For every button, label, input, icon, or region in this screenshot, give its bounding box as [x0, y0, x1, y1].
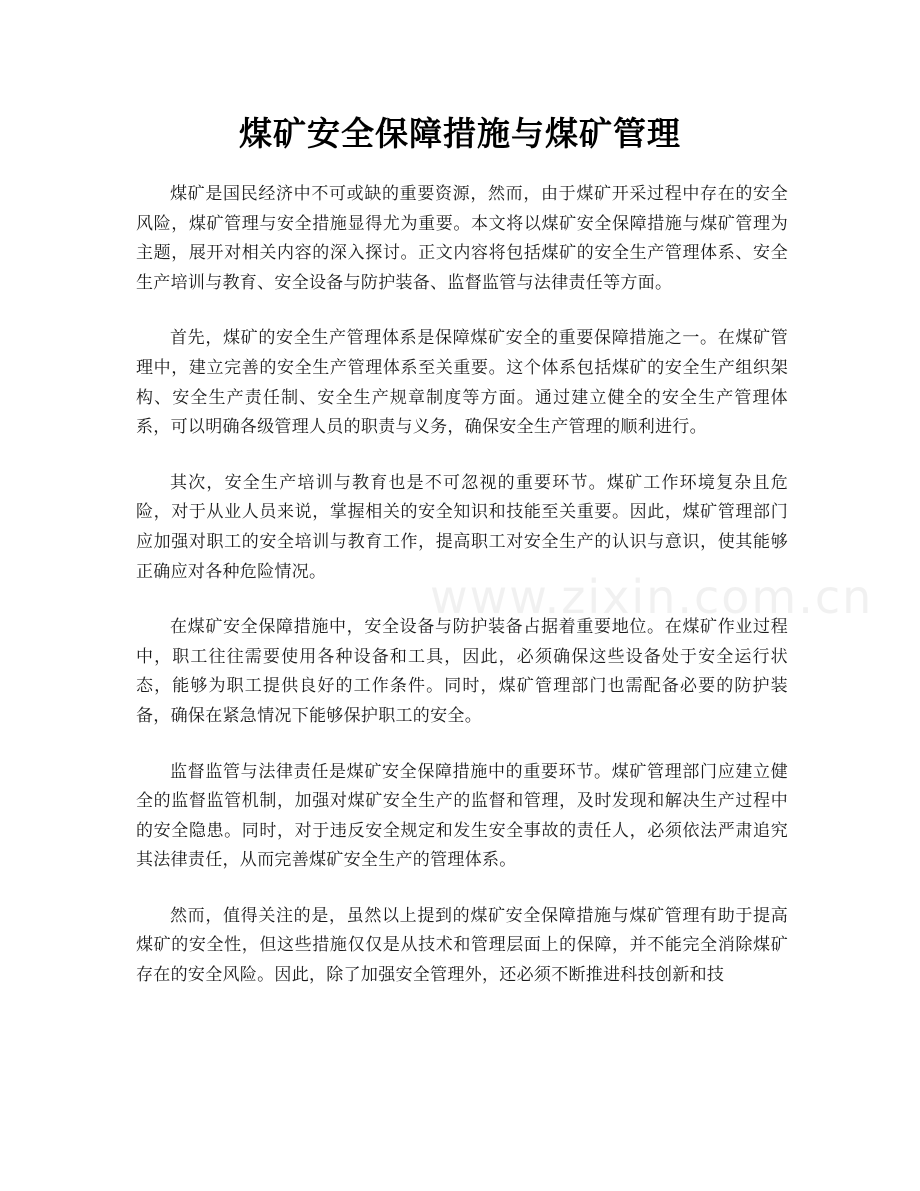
paragraph-3: 其次，安全生产培训与教育也是不可忽视的重要环节。煤矿工作环境复杂且危险，对于从业人员来说，掌握相关的安全知识和技能至关重要。因此，煤矿管理部门应加强对职工的安全培训与教育工作，提高职工对安全生产的认识与意识，使其能够正确应对各种危险情况。	[136, 472, 788, 582]
document-body	[136, 180, 788, 1017]
document-title: 煤矿安全保障措施与煤矿管理	[239, 114, 681, 153]
paragraph-1: 煤矿是国民经济中不可或缺的重要资源，然而，由于煤矿开采过程中存在的安全风险，煤矿管理与安全措施显得尤为重要。本文将以煤矿安全保障措施与煤矿管理为主题，展开对相关内容的深入探讨。正文内容将包括煤矿的安全生产管理体系、安全生产培训与教育、安全设备与防护装备、监督监管与法律责任等方面。	[136, 184, 788, 293]
paragraph-6: 然而，值得关注的是，虽然以上提到的煤矿安全保障措施与煤矿管理有助于提高煤矿的安全性，但这些措施仅仅是从技术和管理层面上的保障，并不能完全消除煤矿存在的安全风险。因此，除了加强安全管理外，还必须不断推进科技创新和技	[136, 905, 788, 986]
paragraph-5: 监督监管与法律责任是煤矿安全保障措施中的重要环节。煤矿管理部门应建立健全的监督监管机制，加强对煤矿安全生产的监督和管理，及时发现和解决生产过程中的安全隐患。同时，对于违反安全规定和发生安全事故的责任人，必须依法严肃追究其法律责任，从而完善煤矿安全生产的管理体系。	[136, 761, 788, 871]
paragraph-2: 首先，煤矿的安全生产管理体系是保障煤矿安全的重要保障措施之一。在煤矿管理中，建立完善的安全生产管理体系至关重要。这个体系包括煤矿的安全生产组织架构、安全生产责任制、安全生产规章制度等方面。通过建立健全的安全生产管理体系，可以明确各级管理人员的职责与义务，确保安全生产管理的顺利进行。	[136, 328, 788, 438]
watermark-text: www.zixin.com.cn	[430, 570, 874, 624]
paragraph-4: 在煤矿安全保障措施中，安全设备与防护装备占据着重要地位。在煤矿作业过程中，职工往往需要使用各种设备和工具，因此，必须确保这些设备处于安全运行状态，能够为职工提供良好的工作条件。同时，煤矿管理部门也需配备必要的防护装备，确保在紧急情况下能够保护职工的安全。	[136, 617, 788, 726]
